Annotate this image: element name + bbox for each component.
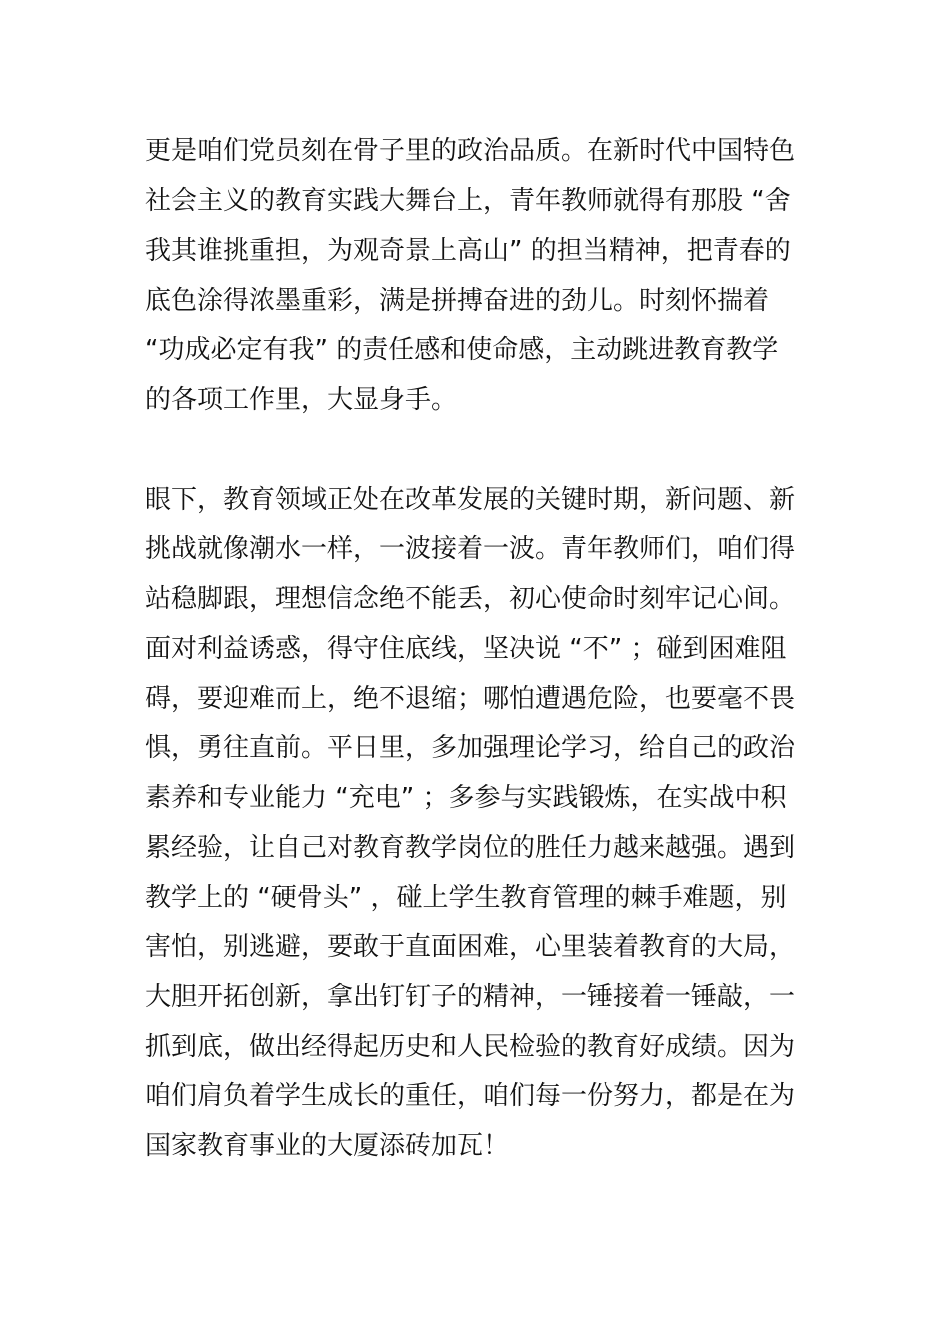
paragraph-line: 咱们肩负着学生成长的重任，咱们每一份努力，都是在为: [145, 1081, 796, 1111]
paragraph-line: 眼下，教育领域正处在改革发展的关键时期，新问题、新: [145, 485, 796, 515]
paragraph-line: 我其谁挑重担，为观奇景上高山” 的担当精神，把青春的: [145, 236, 791, 266]
paragraph-line: 更是咱们党员刻在骨子里的政治品质。在新时代中国特色: [145, 136, 796, 166]
paragraph-line: 害怕，别逃避，要敢于直面困难，心里装着教育的大局，: [145, 932, 796, 962]
paragraph-line: 社会主义的教育实践大舞台上，青年教师就得有那股 “舍: [145, 186, 791, 216]
paragraph-line: 的各项工作里，大显身手。: [145, 385, 458, 415]
paragraph-line: 大胆开拓创新，拿出钉钉子的精神，一锤接着一锤敲，一: [145, 982, 796, 1012]
paragraph-line: 碍，要迎难而上，绝不退缩；哪怕遭遇危险，也要毫不畏: [145, 684, 796, 714]
paragraph-line: 国家教育事业的大厦添砖加瓦！: [145, 1131, 510, 1161]
paragraph-line: 教学上的 “硬骨头” ，碰上学生教育管理的棘手难题，别: [145, 883, 787, 913]
paragraph-line: 惧，勇往直前。平日里，多加强理论学习，给自己的政治: [145, 733, 796, 763]
paragraph-line: 素养和专业能力 “充电” ；多参与实践锻炼，在实战中积: [145, 783, 787, 813]
paragraph-line: 抓到底，做出经得起历史和人民检验的教育好成绩。因为: [145, 1032, 796, 1062]
paragraph-line: 挑战就像潮水一样，一波接着一波。青年教师们，咱们得: [145, 534, 796, 564]
paragraph-line: 站稳脚跟，理想信念绝不能丢，初心使命时刻牢记心间。: [145, 584, 796, 614]
paragraph-line: 累经验，让自己对教育教学岗位的胜任力越来越强。遇到: [145, 833, 796, 863]
paragraph-line: “功成必定有我” 的责任感和使命感，主动跳进教育教学: [145, 335, 779, 365]
paragraph-line: 面对利益诱惑，得守住底线，坚决说 “不” ；碰到困难阻: [145, 634, 787, 664]
paragraph-line: 底色涂得浓墨重彩，满是拼搏奋进的劲儿。时刻怀揣着: [145, 286, 770, 316]
